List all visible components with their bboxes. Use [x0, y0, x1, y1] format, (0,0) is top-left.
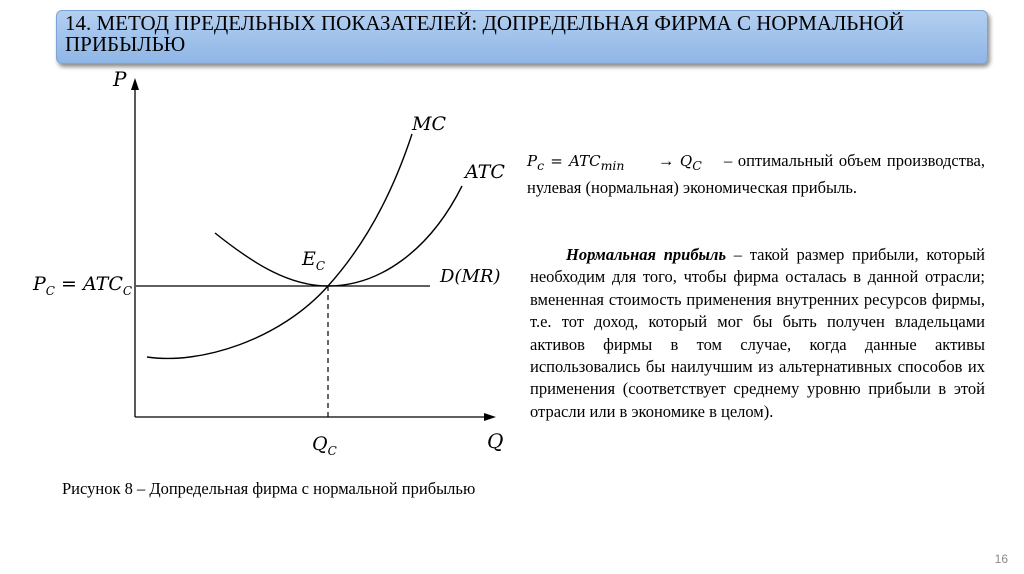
y-axis-arrow: [131, 78, 139, 90]
price-label: $P_C = ATC_C$: [33, 273, 133, 298]
slide-title: 14. МЕТОД ПРЕДЕЛЬНЫХ ПОКАЗАТЕЛЕЙ: ДОПРЕДЕЛЬНАЯ ФИРМА С НОРМАЛЬНОЙ ПРИБЫЛЬЮ: [65, 11, 904, 56]
figure-caption: Рисунок 8 – Допредельная фирма с нормальной прибылью: [62, 479, 476, 498]
y-axis-label: P: [113, 67, 127, 91]
formula-arrow: →: [657, 151, 675, 170]
demand-label: D(MR): [440, 266, 501, 287]
atc-label: ATC: [465, 161, 505, 183]
mc-label: MC: [412, 113, 446, 135]
quantity-label: $Q_C$: [312, 433, 337, 458]
equilibrium-label: $E_C$: [302, 248, 326, 273]
slide-number: 16: [994, 552, 1008, 566]
normal-profit-definition: [530, 244, 985, 423]
formula-rhs: $Q_C$: [679, 152, 702, 173]
normal-profit-diagram: [0, 60, 530, 470]
x-axis-arrow: [484, 413, 496, 421]
formula-lhs: $P_c = ATC_{min}$: [527, 152, 625, 173]
formula-description: – оптимальный объем производства, нулевая (нормальная) экономическая прибыль.: [527, 151, 985, 197]
x-axis-label: Q: [487, 429, 504, 453]
definition-text: – такой размер прибыли, который необходим для того, чтобы фирма осталась в данной отрасли; вмененная стоимость применения внутренних ресурсов фирмы, т.е. тот доход, который мог бы быть получен владельцами активов фирмы в том случае, когда данные активы использовались бы наилучшим из альтернативных способов их применения (соответствует среднему уровню прибыли в этой отрасли или в экономике в целом).: [530, 245, 985, 421]
mc-curve: [147, 134, 412, 358]
formula-block: [527, 150, 985, 199]
atc-curve: [215, 186, 462, 286]
definition-term: Нормальная прибыль: [566, 245, 727, 264]
title-banner: [56, 10, 988, 64]
